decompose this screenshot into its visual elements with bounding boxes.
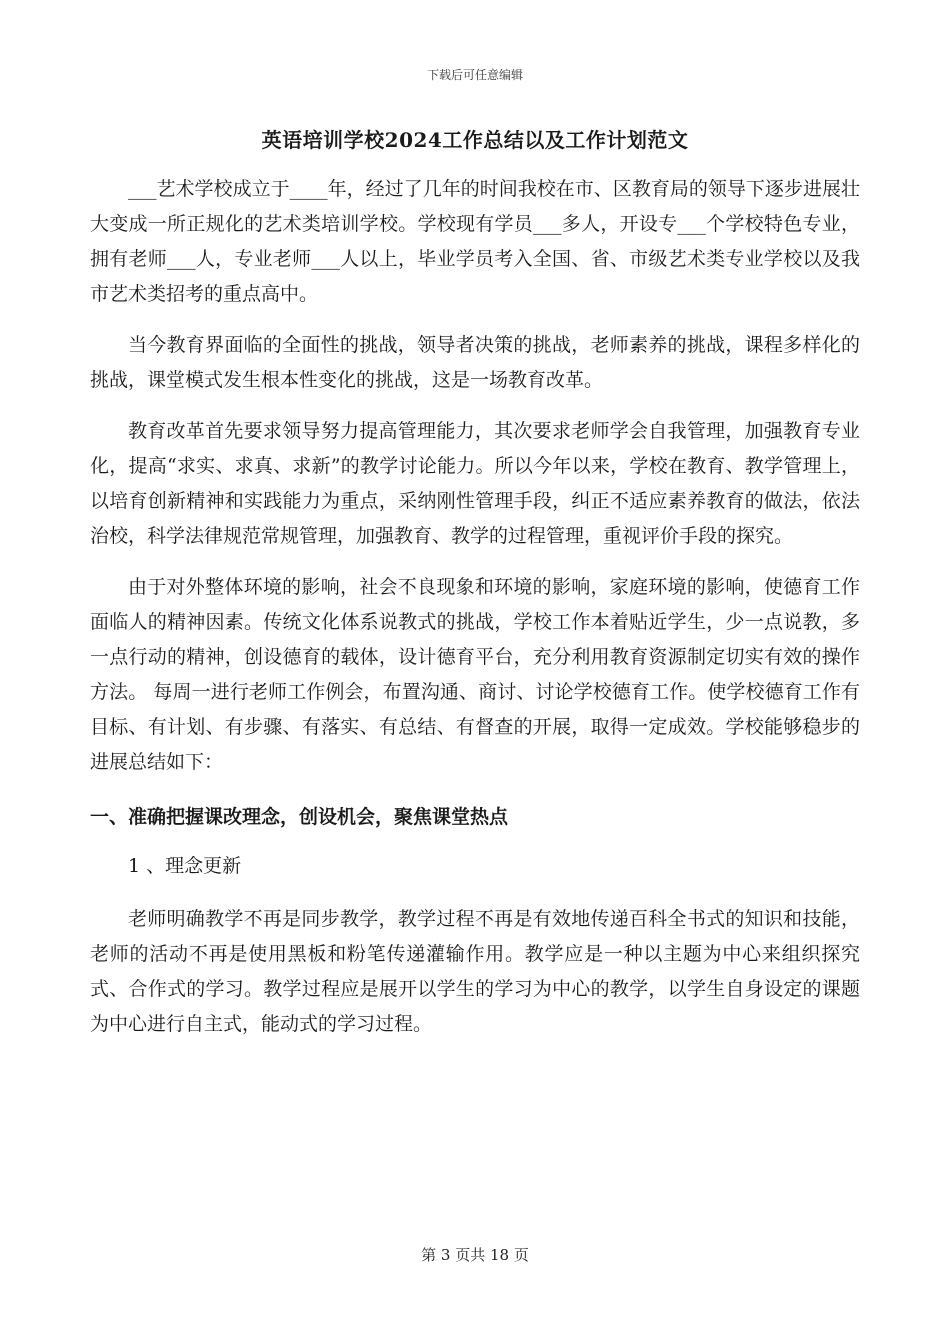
document-body [90,172,860,1058]
paragraph-4: 由于对外整体环境的影响，社会不良现象和环境的影响，家庭环境的影响，使德育工作面临人的精神因素。传统文化体系说教式的挑战，学校工作本着贴近学生，少一点说教，多一点行动的精神，创设德育的载体，设计德育平台，充分利用教育资源制定切实有效的操作方法。 每周一进行老师工作例会，布置沟通、商讨、讨论学校德育工作。使学校德育工作有目标、有计划、有步骤、有落实、有总结、有督查的开展，取得一定成效。学校能够稳步的进展总结如下： [90,576,860,773]
paragraph-1: ___艺术学校成立于____年，经过了几年的时间我校在市、区教育局的领导下逐步进展壮大变成一所正规化的艺术类培训学校。学校现有学员___多人，开设专___个学校特色专业，拥有老师___人，专业老师___人以上，毕业学员考入全国、省、市级艺术类专业学校以及我市艺术类招考的重点高中。 [90,178,860,305]
subsection-heading: 1 、理念更新 [128,855,242,877]
page-header: 下载后可任意编辑 [426,68,523,82]
document-title: 英语培训学校2024工作总结以及工作计划范文 [261,128,689,152]
section-heading: 一、准确把握课改理念，创设机会，聚焦课堂热点 [90,806,509,828]
paragraph-5: 老师明确教学不再是同步教学，教学过程不再是有效地传递百科全书式的知识和技能，老师的活动不再是使用黑板和粉笔传递灌输作用。教学应是一种以主题为中心来组织探究式、合作式的学习。教学过程应是展开以学生的学习为中心的教学，以学生自身设定的课题为中心进行自主式，能动式的学习过程。 [90,908,860,1035]
paragraph-2: 当今教育界面临的全面性的挑战，领导者决策的挑战，老师素养的挑战，课程多样化的挑战，课堂模式发生根本性变化的挑战，这是一场教育改革。 [90,334,860,391]
page-footer: 第 3 页共 18 页 [421,1246,529,1264]
paragraph-3: 教育改革首先要求领导努力提高管理能力，其次要求老师学会自我管理，加强教育专业化，提高“求实、求真、求新”的教学讨论能力。所以今年以来，学校在教育、教学管理上，以培育创新精神和实践能力为重点，采纳刚性管理手段，纠正不适应素养教育的做法，依法治校，科学法律规范常规管理，加强教育、教学的过程管理，重视评价手段的探究。 [90,420,860,547]
